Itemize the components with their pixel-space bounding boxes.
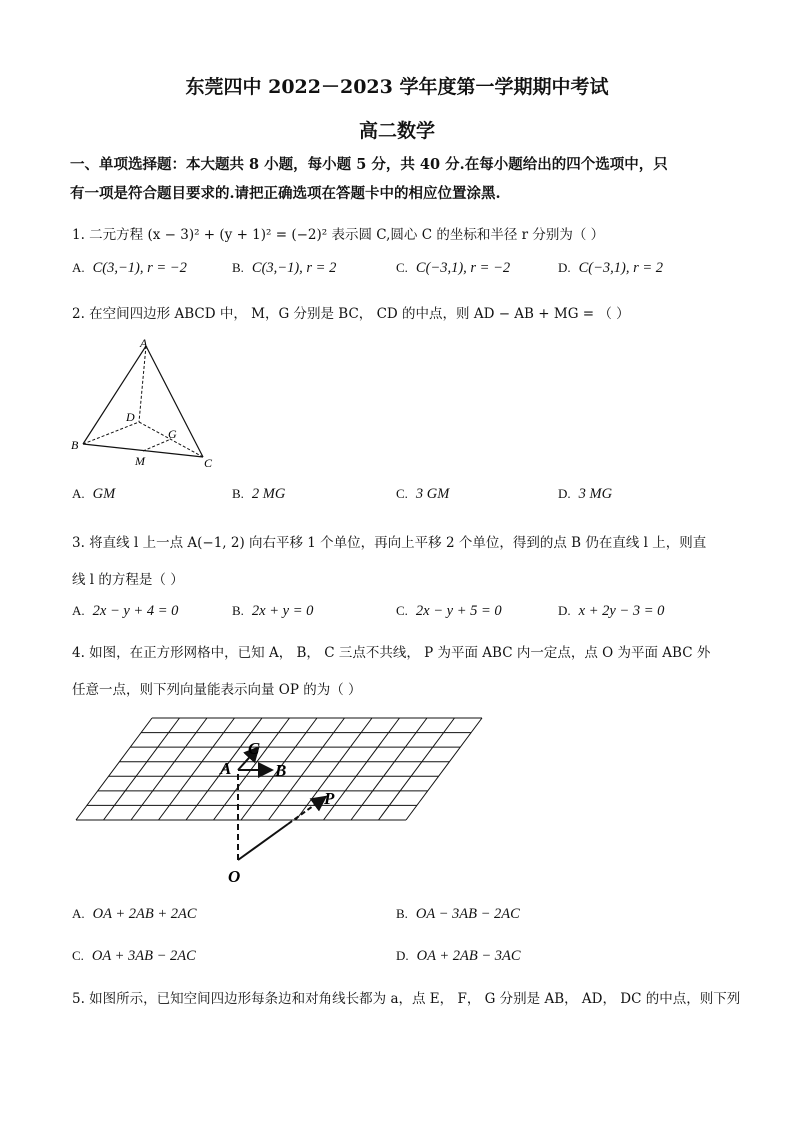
q2-tetrahedron-figure (66, 334, 226, 474)
q1-option-a-text: C(3,−1), r = −2 (92, 260, 187, 276)
q1-stem: 1. 二元方程 (x − 3)² + (y + 1)² = (−2)² 表示圆 C,圆心 C 的坐标和半径 r 分别为（ ） (72, 227, 605, 243)
q3-stem-line1: 3. 将直线 l 上一点 A(−1, 2) 向右平移 1 个单位，再向上平移 2 个单位，得到的点 B 仍在直线 l 上，则直 (72, 535, 707, 551)
option-letter: B. (232, 486, 244, 501)
q4-stem-line1: 4. 如图，在正方形网格中，已知 A， B， C 三点不共线， P 为平面 ABC 内一定点，点 O 为平面 ABC 外 (72, 645, 711, 661)
q4-grid-figure (70, 712, 490, 888)
q2-option-a (72, 486, 115, 503)
exam-subtitle: 高二数学 (358, 120, 435, 142)
option-letter: C. (396, 603, 408, 618)
option-letter: B. (396, 906, 408, 921)
fig-label-a: A (220, 759, 232, 778)
q4-option-a-text: OA + 2AB + 2AC (92, 906, 197, 922)
q3-option-a-text: 2x − y + 4 = 0 (92, 603, 179, 619)
option-letter: D. (558, 603, 571, 618)
grid-line (104, 718, 180, 820)
exam-title: 东莞四中 2022－2023 学年度第一学期期中考试 (185, 76, 609, 98)
q4-option-c-text: OA + 3AB − 2AC (91, 948, 196, 964)
fig-label-m: M (135, 454, 145, 468)
q5-stem: 5. 如图所示，已知空间四边形每条边和对角线长都为 a，点 E， F， G 分别是 AB， AD， DC 的中点，则下列 (72, 991, 741, 1007)
q1-option-d-text: C(−3,1), r = 2 (578, 260, 664, 276)
grid-line (324, 718, 400, 820)
q1-option-b (232, 260, 336, 277)
q2-stem: 2. 在空间四边形 ABCD 中， M，G 分别是 BC， CD 的中点，则 AD − AB + MG = （ ） (72, 306, 630, 322)
q2-option-c-text: 3 GM (415, 486, 450, 502)
q2-option-d (558, 486, 612, 503)
option-letter: C. (396, 260, 408, 275)
q1-option-c (396, 260, 510, 277)
option-letter: C. (72, 948, 84, 963)
grid-line (351, 718, 427, 820)
q4-option-d (396, 948, 521, 965)
option-letter: C. (396, 486, 408, 501)
q4-option-c (72, 948, 196, 965)
fig-label-a: A (140, 336, 148, 350)
fig-label-b: B (275, 761, 287, 780)
q2-option-d-text: 3 MG (578, 486, 613, 502)
section-instructions-line2: 有一项是符合题目要求的.请把正确选项在答题卡中的相应位置涂黑. (70, 185, 501, 202)
option-letter: A. (72, 603, 85, 618)
q2-option-a-text: GM (92, 486, 116, 502)
q4-option-d-text: OA + 2AB − 3AC (416, 948, 521, 964)
q4-option-b (396, 906, 520, 923)
grid-line (406, 718, 482, 820)
q3-option-c-text: 2x − y + 5 = 0 (415, 603, 502, 619)
q3-option-d-text: x + 2y − 3 = 0 (578, 603, 665, 619)
grid-line (131, 718, 207, 820)
fig-label-d: D (126, 410, 135, 424)
option-letter: D. (558, 486, 571, 501)
q1-option-b-text: C(3,−1), r = 2 (251, 260, 337, 276)
fig-label-b: B (71, 438, 79, 452)
grid-line (76, 718, 152, 820)
fig-label-c: C (248, 739, 260, 758)
option-letter: D. (558, 260, 571, 275)
q4-stem-line2: 任意一点，则下列向量能表示向量 OP 的为（ ） (72, 682, 362, 698)
option-letter: D. (396, 948, 409, 963)
q1-option-c-text: C(−3,1), r = −2 (415, 260, 511, 276)
option-letter: A. (72, 486, 85, 501)
q3-option-a (72, 603, 178, 620)
q3-option-d (558, 603, 664, 620)
q4-option-b-text: OA − 3AB − 2AC (415, 906, 520, 922)
q1-option-a (72, 260, 187, 277)
q2-option-c (396, 486, 449, 503)
q3-option-b-text: 2x + y = 0 (251, 603, 314, 619)
grid-line (379, 718, 455, 820)
fig-label-p: P (324, 789, 335, 808)
q3-stem-line2: 线 l 的方程是（ ） (72, 572, 184, 588)
fig-label-o: O (228, 867, 241, 886)
option-letter: A. (72, 906, 85, 921)
q2-option-b-text: 2 MG (251, 486, 286, 502)
q4-option-a (72, 906, 197, 923)
fig-label-g: G (168, 427, 177, 441)
q3-option-c (396, 603, 502, 620)
option-letter: A. (72, 260, 85, 275)
section-instructions-line1: 一、单项选择题：本大题共 8 小题，每小题 5 分，共 40 分.在每小题给出的四个选项中，只 (70, 156, 668, 173)
q3-option-b (232, 603, 313, 620)
q2-option-b (232, 486, 285, 503)
fig-label-c: C (204, 456, 213, 470)
q1-option-d (558, 260, 663, 277)
option-letter: B. (232, 603, 244, 618)
option-letter: B. (232, 260, 244, 275)
